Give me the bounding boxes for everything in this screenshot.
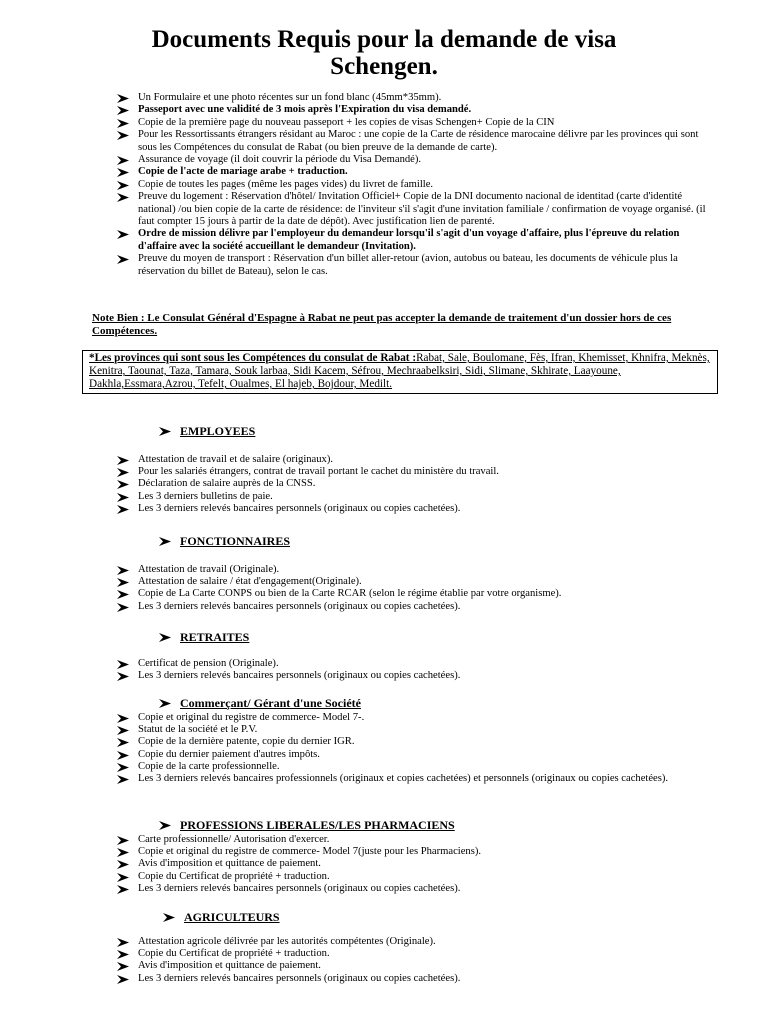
section-item — [116, 858, 696, 870]
arrow-bullet-icon — [116, 762, 130, 773]
section-item — [116, 736, 696, 748]
section-item — [116, 773, 696, 785]
item-text: Copie du Certificat de propriété + traduction. — [138, 948, 330, 960]
arrow-bullet-icon — [116, 774, 130, 785]
section-items-list — [116, 454, 696, 515]
required-document-item — [116, 166, 716, 178]
arrow-bullet-icon — [116, 737, 130, 748]
section-items-list — [116, 936, 696, 985]
item-text: Avis d'imposition et quittance de paiement. — [138, 858, 321, 870]
item-text: Certificat de pension (Originale). — [138, 658, 279, 669]
section-heading — [180, 696, 361, 711]
note-bien: Note Bien : Le Consulat Général d'Espagne à Rabat ne peut pas accepter la demande de traitement d'un dossier hors de ces Compétences. — [92, 312, 672, 337]
section-item — [116, 834, 696, 846]
item-text: Preuve du logement : Réservation d'hôtel/ Invitation Officiel+ Copie de la DNI documento nacional de identitad (carte d'identité national) /ou bien copie de la carte de résidence: de l'inviteur s'il s'agit d'une invitation familiale / confirmation de voyage organisé. (il faut compter 15 jours à partir de la date de dépôt). Avec justification lien de parenté. — [138, 191, 706, 228]
section-item — [116, 948, 696, 960]
section-heading — [180, 424, 255, 439]
section-item — [116, 960, 696, 972]
item-text: Un Formulaire et une photo récentes sur un fond blanc (45mm*35mm). — [138, 92, 442, 103]
arrow-bullet-icon — [116, 167, 130, 178]
required-document-item — [116, 228, 716, 253]
section-heading-text: EMPLOYEES — [180, 424, 256, 438]
arrow-bullet-icon — [116, 467, 130, 478]
section-heading — [180, 534, 290, 549]
item-text: Les 3 derniers relevés bancaires personnels (originaux ou copies cachetées). — [138, 502, 461, 514]
section-heading-text: PROFESSIONS LIBERALES/LES PHARMACIENS — [180, 818, 455, 832]
section-items-list — [116, 834, 696, 895]
arrow-bullet-icon — [116, 229, 130, 240]
section-item — [116, 724, 696, 736]
section-item — [116, 503, 696, 515]
arrow-bullet-icon — [116, 725, 130, 736]
arrow-bullet-icon — [116, 961, 130, 972]
section-items-list — [116, 564, 696, 613]
item-text: Les 3 derniers relevés bancaires personnels (originaux ou copies cachetées). — [138, 670, 461, 682]
section-item — [116, 466, 696, 478]
item-text: Attestation de travail (Originale). — [138, 564, 280, 575]
required-document-item — [116, 92, 716, 104]
arrow-bullet-icon — [116, 974, 130, 985]
required-documents-list — [116, 92, 716, 278]
arrow-bullet-icon — [116, 750, 130, 761]
required-document-item — [116, 117, 716, 129]
arrow-bullet-icon — [116, 872, 130, 883]
provinces-list: Rabat, Sale, Boulomane, Fès, Ifran, Khemisset, Khnifra, Meknès, Kenitra, Taounat, Taza, Tamara, Souk larbaa, Sidi Kacem, Séfrou, Mechraabelksiri, Sidi, Slimane, Skhirate, Laayoune, Dakhla,Essmara,Azrou, Tefelt, Oualmes, El hajeb, Bojdour, Medilt. — [89, 352, 710, 390]
item-text: Copie du Certificat de propriété + traduction. — [138, 870, 330, 882]
section-item — [116, 749, 696, 761]
arrow-bullet-icon — [116, 254, 130, 265]
section-item — [116, 601, 696, 613]
item-text: Les 3 derniers relevés bancaires professionnels (originaux et copies cachetées) et personnels (originaux ou copies cachetées). — [138, 773, 669, 785]
section-item — [116, 712, 696, 724]
title-line-2: Schengen. — [330, 53, 438, 80]
section-heading-text: FONCTIONNAIRES — [180, 534, 291, 548]
arrow-bullet-icon — [116, 492, 130, 503]
arrow-bullet-icon — [162, 912, 176, 923]
section-item — [116, 670, 696, 682]
arrow-bullet-icon — [116, 504, 130, 515]
arrow-bullet-icon — [116, 859, 130, 870]
arrow-bullet-icon — [116, 602, 130, 613]
section-item — [116, 871, 696, 883]
arrow-bullet-icon — [158, 536, 172, 547]
item-text: Copie de la première page du nouveau passeport + les copies de visas Schengen+ Copie de la CIN — [138, 116, 555, 128]
section-item — [116, 564, 696, 576]
section-item — [116, 658, 696, 670]
section-item — [116, 576, 696, 588]
section-items-list — [116, 658, 696, 682]
section-heading — [180, 630, 249, 645]
arrow-bullet-icon — [116, 93, 130, 104]
item-text: Statut de la société et le P.V. — [138, 724, 258, 736]
arrow-bullet-icon — [116, 155, 130, 166]
item-text: Attestation de salaire / état d'engagement(Originale). — [138, 576, 362, 588]
provinces-label: *Les provinces qui sont sous les Compétences du consulat de Rabat : — [89, 352, 417, 364]
item-text: Les 3 derniers relevés bancaires personnels (originaux ou copies cachetées). — [138, 972, 461, 984]
item-text: Pour les Ressortissants étrangers résidant au Maroc : une copie de la Carte de résidence marocaine délivre par les provinces qui sont sous les Compétences du consulat de Rabat (ou bien preuve de la demande de carte). — [138, 129, 699, 153]
provinces-box — [82, 350, 718, 394]
arrow-bullet-icon — [116, 884, 130, 895]
section-item — [116, 846, 696, 858]
item-text: Ordre de mission délivre par l'employeur du demandeur lorsqu'il s'agit d'un voyage d'affaire, plus l'épreuve du relation d'affaire avec la société accueillant le demandeur (Invitation). — [138, 228, 680, 252]
item-text: Copie de toutes les pages (même les pages vides) du livret de famille. — [138, 178, 434, 190]
arrow-bullet-icon — [116, 455, 130, 466]
arrow-bullet-icon — [116, 835, 130, 846]
item-text: Passeport avec une validité de 3 mois après l'Expiration du visa demandé. — [138, 104, 472, 116]
section-heading-text: AGRICULTEURS — [184, 910, 280, 924]
required-document-item — [116, 253, 716, 278]
page-title — [60, 26, 708, 80]
arrow-bullet-icon — [116, 949, 130, 960]
required-document-item — [116, 129, 716, 154]
arrow-bullet-icon — [158, 698, 172, 709]
item-text: Copie de la carte professionnelle. — [138, 760, 280, 772]
arrow-bullet-icon — [116, 105, 130, 116]
item-text: Attestation agricole délivrée par les autorités compétentes (Originale). — [138, 936, 436, 947]
arrow-bullet-icon — [116, 180, 130, 191]
section-item — [116, 761, 696, 773]
item-text: Preuve du moyen de transport : Réservation d'un billet aller-retour (avion, autobus ou bateau, les documents de véhicule plus la réservation du billet de Bateau), selon le cas. — [138, 253, 678, 277]
arrow-bullet-icon — [116, 713, 130, 724]
section-heading — [180, 818, 455, 833]
arrow-bullet-icon — [158, 632, 172, 643]
section-item — [116, 588, 696, 600]
required-document-item — [116, 104, 716, 116]
section-item — [116, 478, 696, 490]
section-heading-text: RETRAITES — [180, 630, 250, 644]
arrow-bullet-icon — [116, 479, 130, 490]
section-item — [116, 936, 696, 948]
item-text: Copie de la dernière patente, copie du dernier IGR. — [138, 736, 355, 748]
section-item — [116, 883, 696, 895]
arrow-bullet-icon — [116, 847, 130, 858]
arrow-bullet-icon — [116, 577, 130, 588]
title-line-1: Documents Requis pour la demande de visa — [151, 26, 617, 53]
arrow-bullet-icon — [116, 118, 130, 129]
section-items-list — [116, 712, 696, 785]
item-text: Copie et original du registre de commerce- Model 7-. — [138, 712, 365, 723]
section-heading — [184, 910, 280, 925]
section-item — [116, 491, 696, 503]
arrow-bullet-icon — [158, 426, 172, 437]
arrow-bullet-icon — [116, 192, 130, 203]
required-document-item — [116, 191, 716, 228]
arrow-bullet-icon — [116, 937, 130, 948]
item-text: Copie de La Carte CONPS ou bien de la Carte RCAR (selon le régime établie par votre organisme). — [138, 588, 562, 600]
section-heading-text: Commerçant/ Gérant d'une Société — [180, 696, 361, 710]
arrow-bullet-icon — [116, 671, 130, 682]
item-text: Assurance de voyage (il doit couvrir la période du Visa Demandé). — [138, 154, 422, 166]
item-text: Pour les salariés étrangers, contrat de travail portant le cachet du ministère du travail. — [138, 466, 499, 478]
section-item — [116, 454, 696, 466]
item-text: Copie et original du registre de commerce- Model 7(juste pour les Pharmaciens). — [138, 846, 482, 858]
item-text: Copie de l'acte de mariage arabe + traduction. — [138, 166, 348, 178]
item-text: Attestation de travail et de salaire (originaux). — [138, 454, 334, 465]
item-text: Les 3 derniers relevés bancaires personnels (originaux ou copies cachetées). — [138, 882, 461, 894]
section-item — [116, 973, 696, 985]
arrow-bullet-icon — [158, 820, 172, 831]
item-text: Copie du dernier paiement d'autres impôts. — [138, 748, 320, 760]
arrow-bullet-icon — [116, 130, 130, 141]
arrow-bullet-icon — [116, 589, 130, 600]
item-text: Avis d'imposition et quittance de paiement. — [138, 960, 321, 972]
item-text: Carte professionnelle/ Autorisation d'exercer. — [138, 834, 330, 845]
arrow-bullet-icon — [116, 659, 130, 670]
required-document-item — [116, 154, 716, 166]
arrow-bullet-icon — [116, 565, 130, 576]
item-text: Déclaration de salaire auprès de la CNSS. — [138, 478, 316, 490]
item-text: Les 3 derniers bulletins de paie. — [138, 490, 273, 502]
required-document-item — [116, 179, 716, 191]
item-text: Les 3 derniers relevés bancaires personnels (originaux ou copies cachetées). — [138, 600, 461, 612]
